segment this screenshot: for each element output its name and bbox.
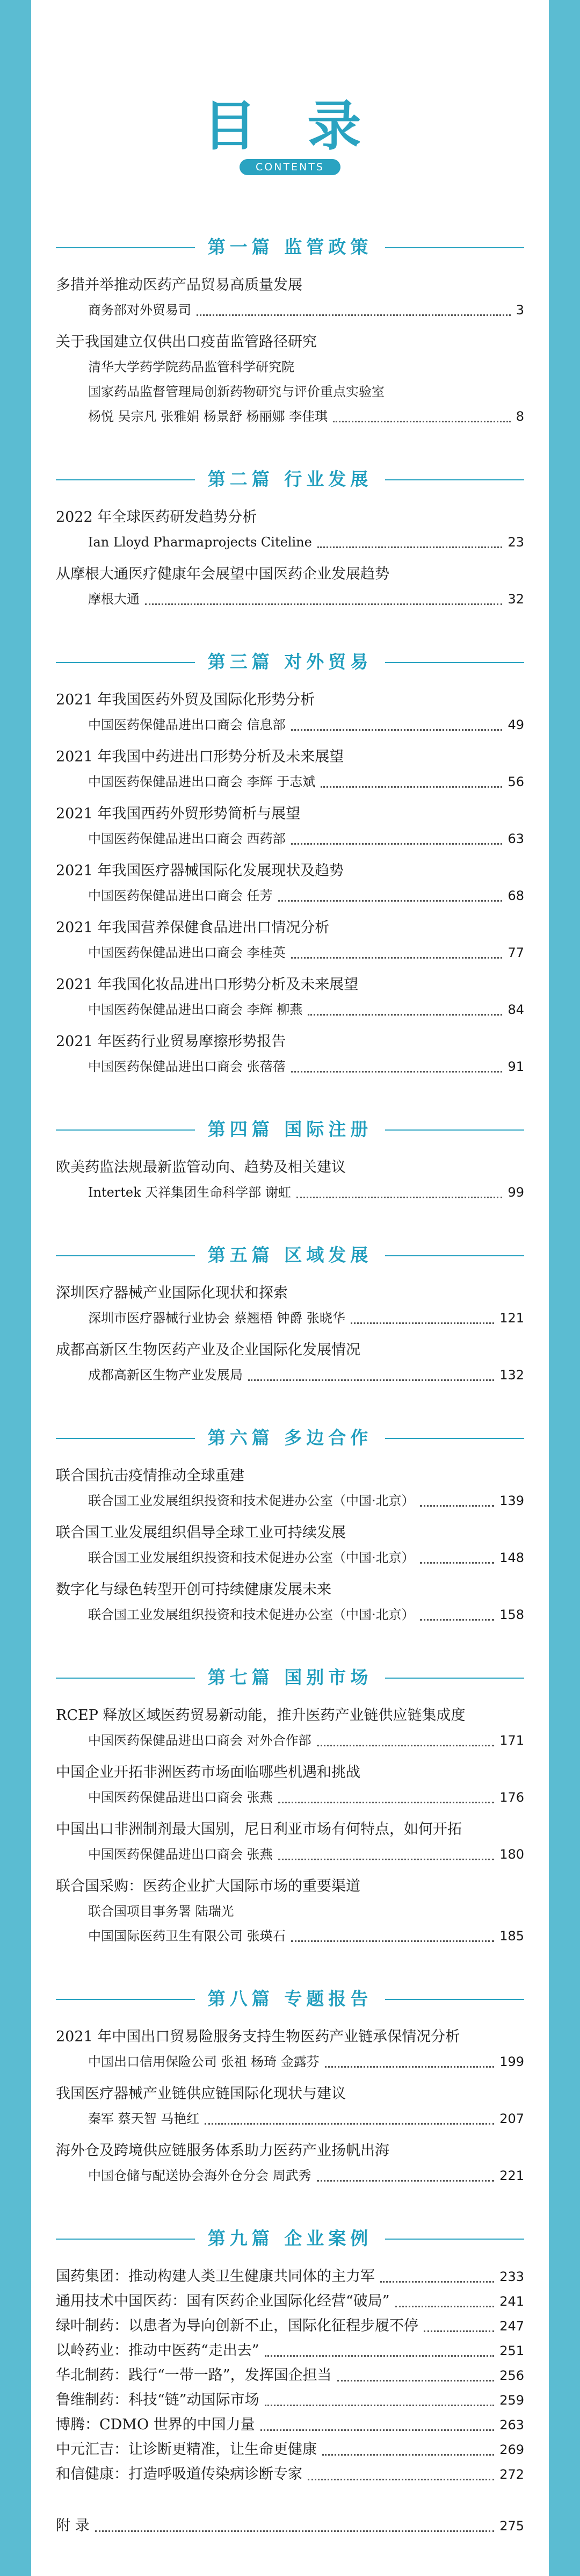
case-title: 和信健康：打造呼吸道传染病诊断专家 xyxy=(56,2466,302,2483)
article-affiliation: 国家药品监督管理局创新药物研究与评价重点实验室 xyxy=(88,384,385,399)
toc-entry-row xyxy=(56,1306,524,1330)
toc-entry-row xyxy=(56,1924,524,1948)
article-title: 我国医疗器械产业链供应链国际化现状与建议 xyxy=(56,2085,346,2102)
toc-section xyxy=(56,646,524,1079)
dot-leader xyxy=(420,1505,495,1507)
case-entry-row[interactable] xyxy=(56,2289,524,2314)
toc-article[interactable] xyxy=(56,688,524,737)
entry-author: 中国医药保健品进出口商会 张燕 xyxy=(88,1790,273,1805)
section-gap xyxy=(56,1086,524,1113)
toc-article[interactable] xyxy=(56,1578,524,1627)
toc-entry-row xyxy=(56,2106,524,2131)
toc-article[interactable] xyxy=(56,1874,524,1948)
entry-author: 成都高新区生物产业发展局 xyxy=(88,1368,243,1383)
entry-author: 中国医药保健品进出口商会 对外合作部 xyxy=(88,1733,311,1748)
dot-leader xyxy=(291,1070,503,1073)
appendix-row[interactable] xyxy=(56,2514,524,2538)
entry-author: 秦军 蔡天智 马艳红 xyxy=(88,2111,200,2126)
toc-entry-row xyxy=(56,1054,524,1079)
toc-article[interactable] xyxy=(56,745,524,794)
toc-entry-row xyxy=(56,404,524,429)
section-gap xyxy=(56,436,524,463)
page-number: 185 xyxy=(499,1929,524,1944)
dot-leader xyxy=(317,1744,495,1746)
toc-section xyxy=(56,1983,524,2188)
section-title: 第六篇 多边合作 xyxy=(195,1422,386,1454)
page-number: 199 xyxy=(499,2054,524,2069)
case-entry-row[interactable] xyxy=(56,2338,524,2363)
section-title: 第二篇 行业发展 xyxy=(195,463,386,495)
article-title: 深圳医疗器械产业国际化现状和探索 xyxy=(56,1285,288,1301)
dot-leader xyxy=(145,603,502,605)
article-title: 海外仓及跨境供应链服务体系助力医药产业扬帆出海 xyxy=(56,2142,389,2159)
entry-author: 中国医药保健品进出口商会 任芳 xyxy=(88,888,273,903)
toc-entry-row xyxy=(56,2163,524,2188)
dot-leader xyxy=(291,843,503,845)
dot-leader xyxy=(197,314,511,316)
toc-entry-row xyxy=(56,713,524,737)
left-edge-band xyxy=(0,0,31,2576)
toc-article[interactable] xyxy=(56,1760,524,1810)
entry-author: 中国医药保健品进出口商会 李桂英 xyxy=(88,945,286,960)
article-title: 欧美药监法规最新监管动向、趋势及相关建议 xyxy=(56,1159,346,1176)
dot-leader xyxy=(296,1196,503,1198)
case-entry-row[interactable] xyxy=(56,2462,524,2487)
section-heading xyxy=(56,1422,524,1454)
toc-article[interactable] xyxy=(56,859,524,908)
section-gap xyxy=(56,619,524,646)
toc-header xyxy=(56,0,524,173)
dot-leader xyxy=(380,2280,494,2283)
dot-leader xyxy=(317,2179,495,2182)
page-number: 171 xyxy=(499,1733,524,1748)
toc-article[interactable] xyxy=(56,1281,524,1330)
toc-section-cases xyxy=(56,2222,524,2487)
toc-entry-row xyxy=(56,1728,524,1753)
toc-entry-row xyxy=(56,2049,524,2074)
entry-author: 中国医药保健品进出口商会 信息部 xyxy=(88,717,286,732)
page-number: 84 xyxy=(508,1002,524,1017)
entry-author: 中国医药保健品进出口商会 张蓓蓓 xyxy=(88,1059,286,1074)
section-title: 第七篇 国别市场 xyxy=(195,1661,386,1694)
dot-leader xyxy=(337,2379,495,2381)
article-title: 2021 年中国出口贸易险服务支持生物医药产业链承保情况分析 xyxy=(56,2028,460,2045)
page-number: 241 xyxy=(499,2294,524,2309)
toc-section xyxy=(56,1661,524,1948)
page-number: 269 xyxy=(499,2442,524,2457)
dot-leader xyxy=(248,1379,494,1381)
page-number: 121 xyxy=(499,1311,524,1326)
page-number: 251 xyxy=(499,2343,524,2358)
entry-author: 中国医药保健品进出口商会 李辉 柳燕 xyxy=(88,1002,303,1017)
entry-author: 联合国工业发展组织投资和技术促进办公室（中国·北京） xyxy=(88,1493,415,1508)
article-title: 中国企业开拓非洲医药市场面临哪些机遇和挑战 xyxy=(56,1764,360,1781)
case-title: 绿叶制药：以患者为导向创新不止，国际化征程步履不停 xyxy=(56,2318,418,2334)
toc-entry-row xyxy=(56,1785,524,1810)
article-title: 多措并举推动医药产品贸易高质量发展 xyxy=(56,277,302,293)
entry-author: 商务部对外贸易司 xyxy=(88,303,191,318)
toc-page xyxy=(31,0,549,2576)
toc-section xyxy=(56,1239,524,1387)
section-gap xyxy=(56,1956,524,1983)
dot-leader xyxy=(322,2453,494,2456)
right-edge-band xyxy=(549,0,580,2576)
toc-entry-row xyxy=(56,997,524,1022)
section-gap xyxy=(56,2196,524,2222)
article-title: 2021 年我国西药外贸形势简析与展望 xyxy=(56,805,301,822)
toc-entry-row xyxy=(56,298,524,322)
toc-article[interactable] xyxy=(56,1703,524,1753)
toc-article[interactable] xyxy=(56,916,524,965)
article-title: 2021 年我国医疗器械国际化发展现状及趋势 xyxy=(56,862,344,879)
toc-article[interactable] xyxy=(56,2025,524,2074)
toc-section xyxy=(56,463,524,611)
section-heading xyxy=(56,1239,524,1271)
case-entry-row[interactable] xyxy=(56,2388,524,2413)
page-number: 56 xyxy=(508,774,524,789)
toc-entry-row xyxy=(56,1180,524,1205)
toc-article[interactable] xyxy=(56,1155,524,1205)
entry-author: 杨悦 吴宗凡 张雅娟 杨景舒 杨丽娜 李佳琪 xyxy=(88,409,328,424)
toc-section xyxy=(56,1422,524,1627)
section-heading xyxy=(56,1661,524,1694)
page-number: 233 xyxy=(499,2269,524,2284)
article-title: 2021 年我国中药进出口形势分析及未来展望 xyxy=(56,749,344,765)
page-number: 263 xyxy=(499,2417,524,2433)
dot-leader xyxy=(278,900,503,902)
toc-article[interactable] xyxy=(56,1817,524,1867)
dot-leader xyxy=(317,546,503,548)
dot-leader xyxy=(205,2122,494,2125)
case-title: 博腾：CDMO 世界的中国力量 xyxy=(56,2416,255,2433)
entry-author: 中国国际医药卫生有限公司 张瑛石 xyxy=(88,1929,286,1944)
dot-leader xyxy=(321,786,502,788)
article-affiliation: 清华大学药学院药品监管科学研究院 xyxy=(88,359,294,375)
dot-leader xyxy=(265,2355,495,2357)
dot-leader xyxy=(420,1618,495,1621)
page-number: 99 xyxy=(508,1185,524,1200)
appendix-title: 附 录 xyxy=(56,2517,90,2534)
toc-title: 目 录 xyxy=(202,95,378,157)
dot-leader xyxy=(260,2429,495,2431)
section-heading xyxy=(56,231,524,263)
article-title: 成都高新区生物医药产业及企业国际化发展情况 xyxy=(56,1342,360,1358)
toc-article[interactable] xyxy=(56,273,524,322)
dot-leader xyxy=(333,420,511,422)
toc-appendix[interactable] xyxy=(56,2514,524,2538)
toc-entry-row xyxy=(56,1545,524,1570)
dot-leader xyxy=(308,1013,502,1016)
page-number: 32 xyxy=(508,592,524,607)
toc-section xyxy=(56,231,524,429)
case-entry-row[interactable] xyxy=(56,2363,524,2388)
article-title: 2022 年全球医药研发趋势分析 xyxy=(56,509,257,526)
toc-entry-row xyxy=(56,883,524,908)
article-title: 联合国工业发展组织倡导全球工业可持续发展 xyxy=(56,1524,346,1541)
dot-leader xyxy=(265,2404,495,2406)
toc-entry-row xyxy=(56,1602,524,1627)
entry-author: 中国出口信用保险公司 张祖 杨琦 金露芬 xyxy=(88,2054,320,2069)
article-title: 联合国抗击疫情推动全球重建 xyxy=(56,1467,244,1484)
article-title: 联合国采购：医药企业扩大国际市场的重要渠道 xyxy=(56,1878,360,1895)
toc-article[interactable] xyxy=(56,973,524,1022)
page-number: 207 xyxy=(499,2111,524,2126)
entry-author: 摩根大通 xyxy=(88,592,140,607)
toc-article[interactable] xyxy=(56,2082,524,2131)
section-title: 第四篇 国际注册 xyxy=(195,1113,386,1146)
case-entry-row[interactable] xyxy=(56,2437,524,2462)
section-heading xyxy=(56,1983,524,2015)
case-title: 通用技术中国医药：国有医药企业国际化经营“破局” xyxy=(56,2293,390,2309)
toc-article[interactable] xyxy=(56,330,524,429)
page-number: 63 xyxy=(508,831,524,846)
dot-leader xyxy=(420,1562,495,1564)
toc-entry-row xyxy=(56,530,524,555)
article-title: 2021 年我国营养保健食品进出口情况分析 xyxy=(56,919,330,936)
entry-author: 深圳市医疗器械行业协会 蔡翘梧 钟爵 张晓华 xyxy=(88,1311,345,1326)
page-number: 8 xyxy=(516,409,524,424)
case-title: 国药集团：推动构建人类卫生健康共同体的主力军 xyxy=(56,2268,375,2285)
section-gap xyxy=(56,1395,524,1422)
dot-leader xyxy=(291,956,503,959)
toc-article[interactable] xyxy=(56,1521,524,1570)
page-number: 91 xyxy=(508,1059,524,1074)
page-number: 77 xyxy=(508,945,524,960)
article-title: 数字化与绿色转型开创可持续健康发展未来 xyxy=(56,1581,331,1598)
toc-entry-row xyxy=(56,769,524,794)
entry-author: 中国医药保健品进出口商会 西药部 xyxy=(88,831,286,846)
toc-entry-row xyxy=(56,826,524,851)
dot-leader xyxy=(325,2066,494,2068)
dot-leader xyxy=(308,2478,494,2480)
toc-article[interactable] xyxy=(56,802,524,851)
section-title: 第三篇 对外贸易 xyxy=(195,646,386,678)
section-heading xyxy=(56,1113,524,1146)
dot-leader xyxy=(395,2305,495,2307)
dot-leader xyxy=(351,1322,494,1324)
page-number: 247 xyxy=(499,2319,524,2334)
entry-author: Intertek 天祥集团生命科学部 谢虹 xyxy=(88,1185,291,1200)
entry-author: 联合国工业发展组织投资和技术促进办公室（中国·北京） xyxy=(88,1607,415,1622)
article-title: 中国出口非洲制剂最大国别，尼日利亚市场有何特点，如何开拓 xyxy=(56,1821,462,1838)
toc-subtitle-badge: CONTENTS xyxy=(240,159,340,175)
dot-leader xyxy=(95,2530,495,2532)
toc-entry-row xyxy=(56,587,524,611)
section-heading xyxy=(56,646,524,678)
entry-author: 中国仓储与配送协会海外仓分会 周武秀 xyxy=(88,2168,311,2183)
case-title: 鲁维制药：科技“链”动国际市场 xyxy=(56,2392,259,2408)
page-number: 49 xyxy=(508,717,524,732)
article-title: 2021 年医药行业贸易摩擦形势报告 xyxy=(56,1033,286,1050)
dot-leader xyxy=(278,1801,495,1803)
toc-article[interactable] xyxy=(56,2139,524,2188)
entry-author: 中国医药保健品进出口商会 李辉 于志斌 xyxy=(88,774,316,789)
entry-author: 联合国工业发展组织投资和技术促进办公室（中国·北京） xyxy=(88,1550,415,1565)
page-number: 148 xyxy=(499,1550,524,1565)
article-title: RCEP 释放区域医药贸易新动能，推升医药产业链供应链集成度 xyxy=(56,1707,466,1724)
toc-body xyxy=(56,231,524,2538)
section-title: 第八篇 专题报告 xyxy=(195,1983,386,2015)
page-number: 158 xyxy=(499,1607,524,1622)
toc-article[interactable] xyxy=(56,505,524,555)
page-number: 256 xyxy=(499,2368,524,2383)
page-number: 139 xyxy=(499,1493,524,1508)
section-heading xyxy=(56,2222,524,2255)
page-number: 68 xyxy=(508,888,524,903)
case-entry-row[interactable] xyxy=(56,2264,524,2289)
article-title: 从摩根大通医疗健康年会展望中国医药企业发展趋势 xyxy=(56,566,389,582)
section-gap xyxy=(56,1212,524,1239)
dot-leader xyxy=(424,2330,494,2332)
dot-leader xyxy=(278,1858,495,1860)
page-number: 176 xyxy=(499,1790,524,1805)
page-number: 23 xyxy=(508,535,524,550)
page-number: 180 xyxy=(499,1847,524,1862)
entry-author: Ian Lloyd Pharmaprojects Citeline xyxy=(88,535,312,550)
case-entry-row[interactable] xyxy=(56,2413,524,2437)
case-title: 华北制药：践行“一带一路”，发挥国企担当 xyxy=(56,2367,332,2384)
page-number: 259 xyxy=(499,2393,524,2408)
case-entry-row[interactable] xyxy=(56,2314,524,2338)
article-title: 关于我国建立仅供出口疫苗监管路径研究 xyxy=(56,334,317,350)
toc-article[interactable] xyxy=(56,1464,524,1513)
page-number: 132 xyxy=(499,1368,524,1383)
article-title: 2021 年我国医药外贸及国际化形势分析 xyxy=(56,692,315,708)
section-gap xyxy=(56,2487,524,2514)
page-number: 3 xyxy=(516,303,524,318)
dot-leader xyxy=(291,1940,495,1942)
article-affiliation: 联合国项目事务署 陆瑞光 xyxy=(88,1904,234,1919)
section-title: 第九篇 企业案例 xyxy=(195,2222,386,2255)
section-title: 第一篇 监管政策 xyxy=(195,231,386,263)
toc-entry-row xyxy=(56,1488,524,1513)
section-title: 第五篇 区域发展 xyxy=(195,1239,386,1271)
entry-author: 中国医药保健品进出口商会 张燕 xyxy=(88,1847,273,1862)
toc-entry-row xyxy=(56,940,524,965)
toc-article[interactable] xyxy=(56,1030,524,1079)
page-number: 272 xyxy=(499,2467,524,2482)
section-heading xyxy=(56,463,524,495)
toc-article[interactable] xyxy=(56,1338,524,1387)
toc-section xyxy=(56,1113,524,1205)
toc-entry-row xyxy=(56,1363,524,1387)
section-gap xyxy=(56,1635,524,1661)
case-title: 以岭药业：推动中医药“走出去” xyxy=(56,2342,259,2359)
toc-entry-row xyxy=(56,1842,524,1867)
article-title: 2021 年我国化妆品进出口形势分析及未来展望 xyxy=(56,976,359,993)
case-title: 中元汇吉：让诊断更精准，让生命更健康 xyxy=(56,2441,317,2458)
dot-leader xyxy=(291,729,503,731)
page-number: 221 xyxy=(499,2168,524,2183)
page-number: 275 xyxy=(499,2519,524,2534)
toc-article[interactable] xyxy=(56,562,524,611)
